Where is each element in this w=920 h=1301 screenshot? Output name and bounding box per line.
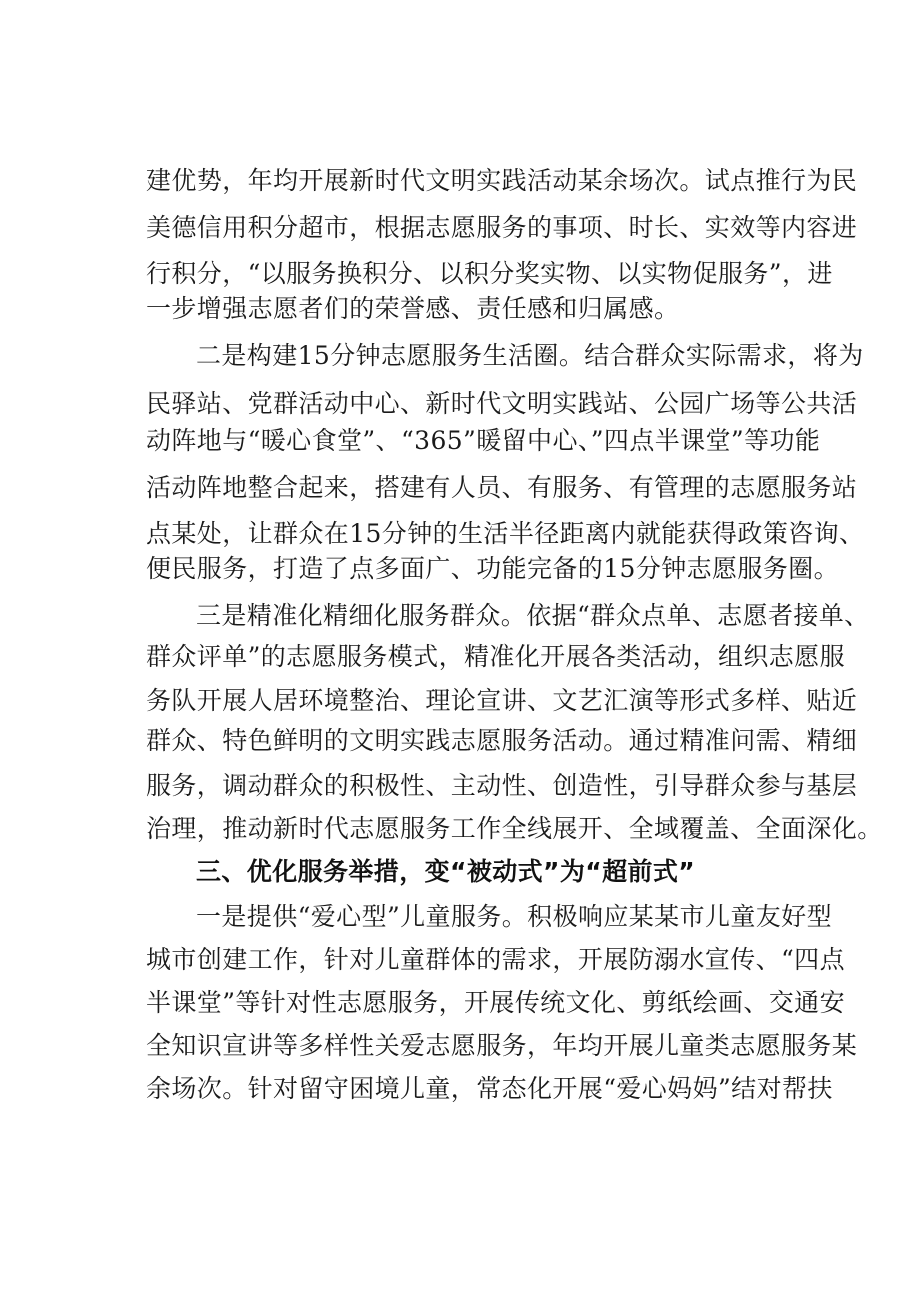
text-line: 城市创建工作，针对儿童群体的需求，开展防溺水宣传、“四点 bbox=[146, 945, 845, 974]
text-line: 半课堂”等针对性志愿服务，开展传统文化、剪纸绘画、交通安 bbox=[146, 988, 845, 1017]
text-line: 活动阵地整合起来，搭建有人员、有服务、有管理的志愿服务站 bbox=[146, 473, 858, 502]
text-line: 一步增强志愿者们的荣誉感、责任感和归属感。 bbox=[146, 294, 680, 323]
text-line: 群众、特色鲜明的文明实践志愿服务活动。通过精准问需、精细 bbox=[146, 726, 858, 755]
text-line: 动阵地与“暖心食堂”、“365”暖留中心、”四点半课堂”等功能 bbox=[146, 426, 821, 455]
text-line: 余场次。针对留守困境儿童，常态化开展“爱心妈妈”结对帮扶 bbox=[146, 1074, 833, 1103]
text-line: 群众评单”的志愿服务模式，精准化开展各类活动，组织志愿服 bbox=[146, 642, 845, 671]
paragraph-first-line: 二是构建15分钟志愿服务生活圈。结合群众实际需求，将为 bbox=[196, 341, 864, 370]
text-line: 务队开展人居环境整治、理论宣讲、文艺汇演等形式多样、贴近 bbox=[146, 686, 858, 715]
paragraph-first-line: 一是提供“爱心型”儿童服务。积极响应某某市儿童友好型 bbox=[196, 902, 832, 931]
text-line: 民驿站、党群活动中心、新时代文明实践站、公园广场等公共活 bbox=[146, 389, 858, 418]
text-line: 美德信用积分超市，根据志愿服务的事项、时长、实效等内容进 bbox=[146, 213, 858, 242]
text-line: 点某处，让群众在15分钟的生活半径距离内就能获得政策咨询、 bbox=[146, 519, 865, 548]
text-line: 便民服务，打造了点多面广、功能完备的15分钟志愿服务圈。 bbox=[146, 554, 840, 583]
section-heading: 三、优化服务举措，变“被动式”为“超前式” bbox=[196, 857, 696, 886]
text-line: 行积分，“以服务换积分、以积分奖实物、以实物促服务”，进 bbox=[146, 259, 833, 288]
text-line: 建优势，年均开展新时代文明实践活动某余场次。试点推行为民 bbox=[146, 166, 858, 195]
text-line: 治理，推动新时代志愿服务工作全线展开、全域覆盖、全面深化。 bbox=[146, 814, 883, 843]
paragraph-first-line: 三是精准化精细化服务群众。依据“群众点单、志愿者接单、 bbox=[196, 601, 870, 630]
text-line: 服务，调动群众的积极性、主动性、创造性，引导群众参与基层 bbox=[146, 771, 858, 800]
text-line: 全知识宣讲等多样性关爱志愿服务，年均开展儿童类志愿服务某 bbox=[146, 1031, 858, 1060]
